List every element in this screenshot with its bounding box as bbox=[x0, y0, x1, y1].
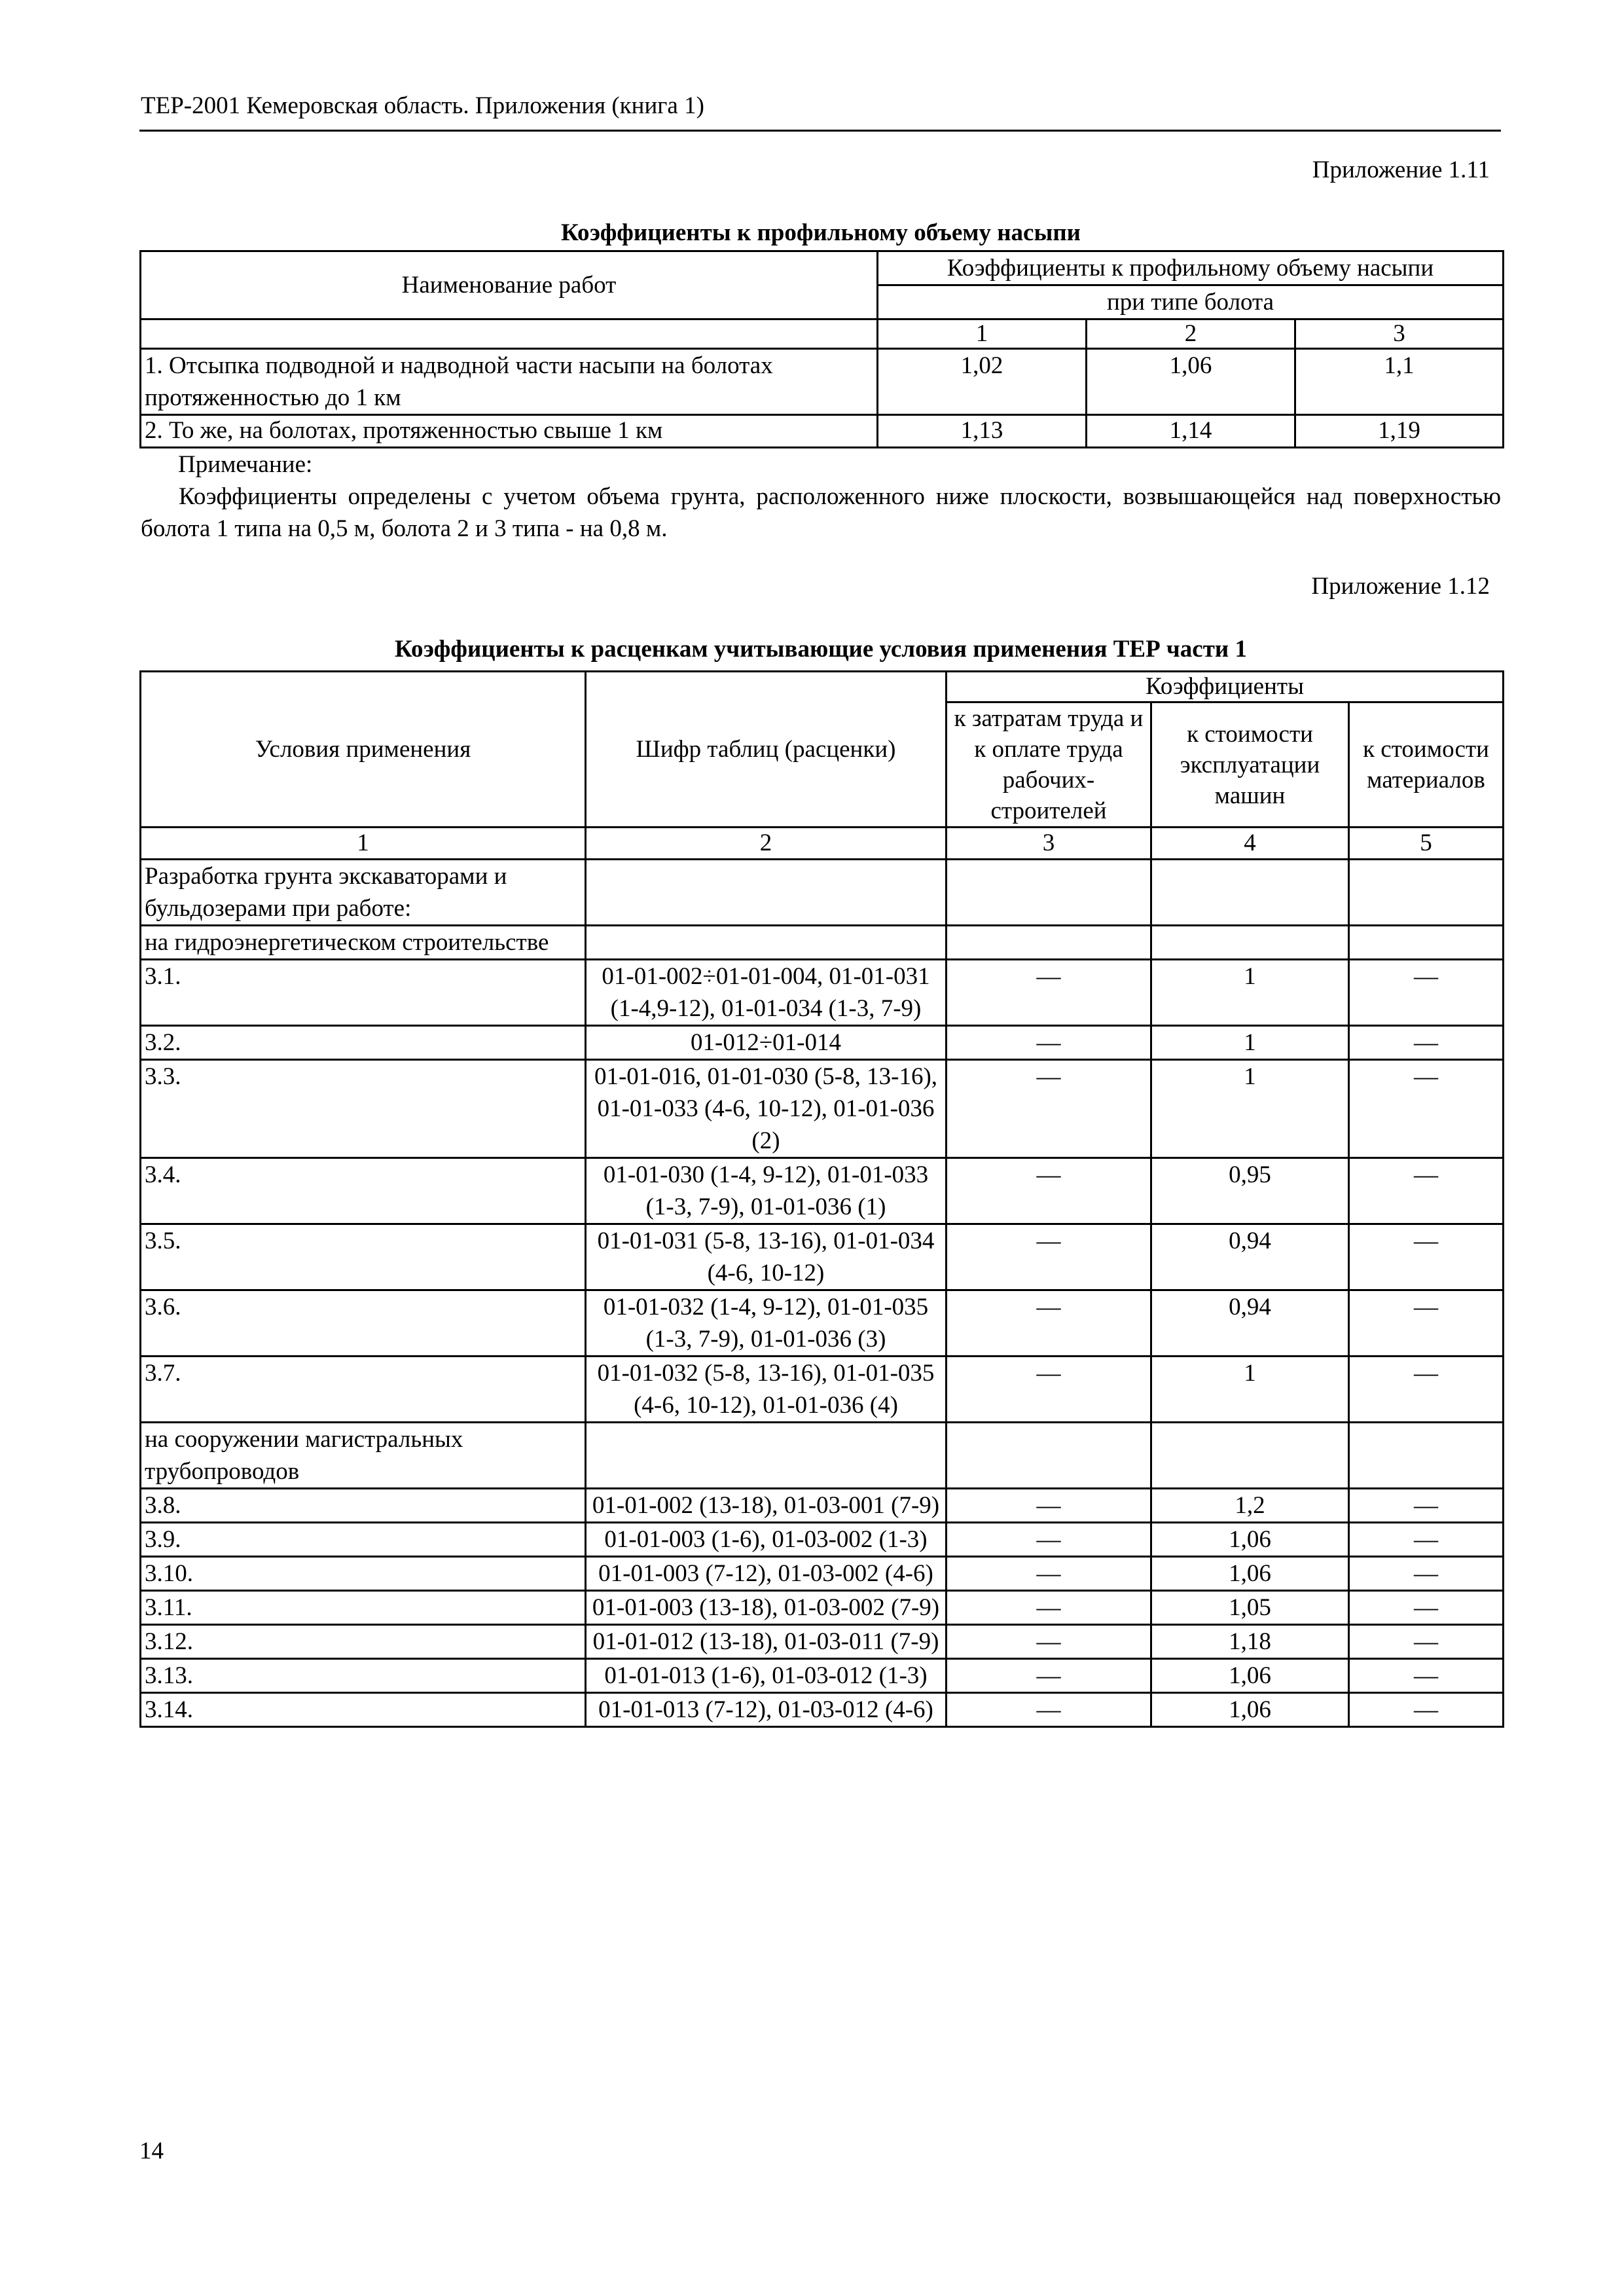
page-number: 14 bbox=[139, 2138, 164, 2164]
row-work-name: 2. То же, на болотах, протяженностью свыше 1 км bbox=[141, 415, 878, 448]
row-coef-machines: 0,94 bbox=[1151, 1290, 1349, 1357]
row-coef-labor: — bbox=[947, 1158, 1151, 1224]
header-work-name: Наименование работ bbox=[141, 251, 878, 319]
table-row bbox=[141, 1591, 1504, 1625]
appendix-1-11-label: Приложение 1.11 bbox=[1312, 156, 1490, 183]
table-row bbox=[141, 1357, 1504, 1423]
row-coef-labor: — bbox=[947, 1523, 1151, 1557]
row-number: 3.1. bbox=[141, 960, 586, 1026]
row-coef-machines: 1,06 bbox=[1151, 1557, 1349, 1591]
table-row bbox=[141, 1026, 1504, 1060]
row-coef-materials: — bbox=[1349, 1158, 1504, 1224]
row-coef-machines: 1 bbox=[1151, 960, 1349, 1026]
row-coef-machines: 1,06 bbox=[1151, 1659, 1349, 1693]
header-conditions: Условия применения bbox=[141, 672, 586, 828]
row-number: 3.11. bbox=[141, 1591, 586, 1625]
col-number-2: 2 bbox=[586, 828, 947, 860]
row-number: 3.13. bbox=[141, 1659, 586, 1693]
row-coef-labor: — bbox=[947, 1625, 1151, 1659]
row-cipher: 01-01-003 (1-6), 01-03-002 (1-3) bbox=[586, 1523, 947, 1557]
table-row bbox=[141, 1290, 1504, 1357]
row-number: 3.5. bbox=[141, 1224, 586, 1290]
table-1-title: Коэффициенты к профильному объему насыпи bbox=[561, 219, 1081, 246]
row-coef-labor: — bbox=[947, 1060, 1151, 1158]
header-labor: к затратам труда и к оплате труда рабочих-строителей bbox=[947, 702, 1151, 828]
row-coef-machines: 1,05 bbox=[1151, 1591, 1349, 1625]
row-cipher: 01-01-002 (13-18), 01-03-001 (7-9) bbox=[586, 1489, 947, 1523]
table-row bbox=[141, 349, 1504, 415]
row-coef-labor: — bbox=[947, 1224, 1151, 1290]
table-row bbox=[141, 1158, 1504, 1224]
table-row bbox=[141, 1659, 1504, 1693]
running-header: ТЕР-2001 Кемеровская область. Приложения (книга 1) bbox=[141, 92, 704, 119]
row-coef-type-1: 1,02 bbox=[878, 349, 1087, 415]
note-text: Коэффициенты определены с учетом объема грунта, расположенного ниже плоскости, возвышающейся над поверхностью болота 1 типа на 0,5 м, болота 2 и 3 типа - на 0,8 м. bbox=[141, 483, 1501, 542]
row-number: 3.8. bbox=[141, 1489, 586, 1523]
row-coef-materials: — bbox=[1349, 1290, 1504, 1357]
table-rate-coefficients bbox=[139, 670, 1504, 1728]
row-coef-type-2: 1,14 bbox=[1087, 415, 1295, 448]
col-number-4: 4 bbox=[1151, 828, 1349, 860]
row-coef-materials: — bbox=[1349, 1224, 1504, 1290]
table-row bbox=[141, 1693, 1504, 1727]
row-number: 3.10. bbox=[141, 1557, 586, 1591]
row-work-name: 1. Отсыпка подводной и надводной части насыпи на болотах протяженностью до 1 км bbox=[141, 349, 878, 415]
row-coef-type-3: 1,1 bbox=[1295, 349, 1504, 415]
row-coef-type-3: 1,19 bbox=[1295, 415, 1504, 448]
row-cipher: 01-01-032 (1-4, 9-12), 01-01-035 (1-3, 7-9), 01-01-036 (3) bbox=[586, 1290, 947, 1357]
table-row bbox=[141, 1625, 1504, 1659]
row-coef-machines: 1 bbox=[1151, 1060, 1349, 1158]
row-cipher: 01-01-031 (5-8, 13-16), 01-01-034 (4-6, 10-12) bbox=[586, 1224, 947, 1290]
row-cipher: 01-01-003 (7-12), 01-03-002 (4-6) bbox=[586, 1557, 947, 1591]
table-row bbox=[141, 1224, 1504, 1290]
row-cipher: 01-01-002÷01-01-004, 01-01-031 (1-4,9-12), 01-01-034 (1-3, 7-9) bbox=[586, 960, 947, 1026]
row-coef-materials: — bbox=[1349, 1026, 1504, 1060]
note-label: Примечание: bbox=[178, 451, 313, 478]
row-cipher: 01-012÷01-014 bbox=[586, 1026, 947, 1060]
row-coef-materials: — bbox=[1349, 1523, 1504, 1557]
row-coef-machines: 1,06 bbox=[1151, 1693, 1349, 1727]
appendix-1-12-label: Приложение 1.12 bbox=[1311, 573, 1490, 600]
row-number: 3.9. bbox=[141, 1523, 586, 1557]
row-coef-labor: — bbox=[947, 1591, 1151, 1625]
row-coef-machines: 1 bbox=[1151, 1026, 1349, 1060]
row-coef-materials: — bbox=[1349, 1659, 1504, 1693]
row-coef-machines: 1,2 bbox=[1151, 1489, 1349, 1523]
row-coef-materials: — bbox=[1349, 1693, 1504, 1727]
row-coef-materials: — bbox=[1349, 1357, 1504, 1423]
row-number: 3.4. bbox=[141, 1158, 586, 1224]
row-coef-labor: — bbox=[947, 1290, 1151, 1357]
table-2-title: Коэффициенты к расценкам учитывающие условия применения ТЕР части 1 bbox=[395, 636, 1247, 663]
row-number: 3.12. bbox=[141, 1625, 586, 1659]
row-coef-machines: 0,94 bbox=[1151, 1224, 1349, 1290]
row-coef-type-2: 1,06 bbox=[1087, 349, 1295, 415]
row-number: 3.2. bbox=[141, 1026, 586, 1060]
row-cipher: 01-01-003 (13-18), 01-03-002 (7-9) bbox=[586, 1591, 947, 1625]
header-type-1: 1 bbox=[878, 319, 1087, 349]
section-title: на сооружении магистральных трубопроводов bbox=[141, 1423, 586, 1489]
section-title: Разработка грунта экскаваторами и бульдозерами при работе: bbox=[141, 860, 586, 926]
col-number-5: 5 bbox=[1349, 828, 1504, 860]
header-coefficients: Коэффициенты bbox=[947, 672, 1504, 702]
row-coef-labor: — bbox=[947, 1357, 1151, 1423]
row-number: 3.14. bbox=[141, 1693, 586, 1727]
header-machines: к стоимости эксплуатации машин bbox=[1151, 702, 1349, 828]
row-cipher: 01-01-030 (1-4, 9-12), 01-01-033 (1-3, 7-9), 01-01-036 (1) bbox=[586, 1158, 947, 1224]
row-coef-labor: — bbox=[947, 1557, 1151, 1591]
row-coef-labor: — bbox=[947, 1693, 1151, 1727]
row-number: 3.6. bbox=[141, 1290, 586, 1357]
table-row bbox=[141, 1523, 1504, 1557]
row-coef-labor: — bbox=[947, 1489, 1151, 1523]
row-coef-materials: — bbox=[1349, 1489, 1504, 1523]
row-coef-machines: 1 bbox=[1151, 1357, 1349, 1423]
row-cipher: 01-01-032 (5-8, 13-16), 01-01-035 (4-6, 10-12), 01-01-036 (4) bbox=[586, 1357, 947, 1423]
row-coef-materials: — bbox=[1349, 1557, 1504, 1591]
row-cipher: 01-01-013 (7-12), 01-03-012 (4-6) bbox=[586, 1693, 947, 1727]
col-number-1: 1 bbox=[141, 828, 586, 860]
header-cipher: Шифр таблиц (расценки) bbox=[586, 672, 947, 828]
header-coefficients: Коэффициенты к профильному объему насыпи bbox=[878, 251, 1504, 285]
col-number-3: 3 bbox=[947, 828, 1151, 860]
table-row bbox=[141, 960, 1504, 1026]
section-row bbox=[141, 1423, 1504, 1489]
row-cipher: 01-01-012 (13-18), 01-03-011 (7-9) bbox=[586, 1625, 947, 1659]
row-coef-type-1: 1,13 bbox=[878, 415, 1087, 448]
row-number: 3.7. bbox=[141, 1357, 586, 1423]
row-coef-machines: 1,18 bbox=[1151, 1625, 1349, 1659]
section-row bbox=[141, 926, 1504, 960]
table-row bbox=[141, 1489, 1504, 1523]
row-coef-labor: — bbox=[947, 1659, 1151, 1693]
row-coef-materials: — bbox=[1349, 960, 1504, 1026]
header-type-3: 3 bbox=[1295, 319, 1504, 349]
header-type-2: 2 bbox=[1087, 319, 1295, 349]
section-row bbox=[141, 860, 1504, 926]
row-number: 3.3. bbox=[141, 1060, 586, 1158]
row-coef-labor: — bbox=[947, 960, 1151, 1026]
table-row bbox=[141, 415, 1504, 448]
header-rule bbox=[139, 130, 1501, 132]
row-cipher: 01-01-013 (1-6), 01-03-012 (1-3) bbox=[586, 1659, 947, 1693]
table-row bbox=[141, 1060, 1504, 1158]
row-coef-labor: — bbox=[947, 1026, 1151, 1060]
header-materials: к стоимости материалов bbox=[1349, 702, 1504, 828]
row-coef-machines: 1,06 bbox=[1151, 1523, 1349, 1557]
table-row bbox=[141, 1557, 1504, 1591]
row-coef-materials: — bbox=[1349, 1591, 1504, 1625]
header-blank bbox=[141, 319, 878, 349]
row-coef-machines: 0,95 bbox=[1151, 1158, 1349, 1224]
table-embankment-coefficients bbox=[139, 250, 1504, 448]
row-coef-materials: — bbox=[1349, 1060, 1504, 1158]
row-coef-materials: — bbox=[1349, 1625, 1504, 1659]
header-bog-type: при типе болота bbox=[878, 285, 1504, 319]
row-cipher: 01-01-016, 01-01-030 (5-8, 13-16), 01-01-033 (4-6, 10-12), 01-01-036 (2) bbox=[586, 1060, 947, 1158]
section-title: на гидроэнергетическом строительстве bbox=[141, 926, 586, 960]
